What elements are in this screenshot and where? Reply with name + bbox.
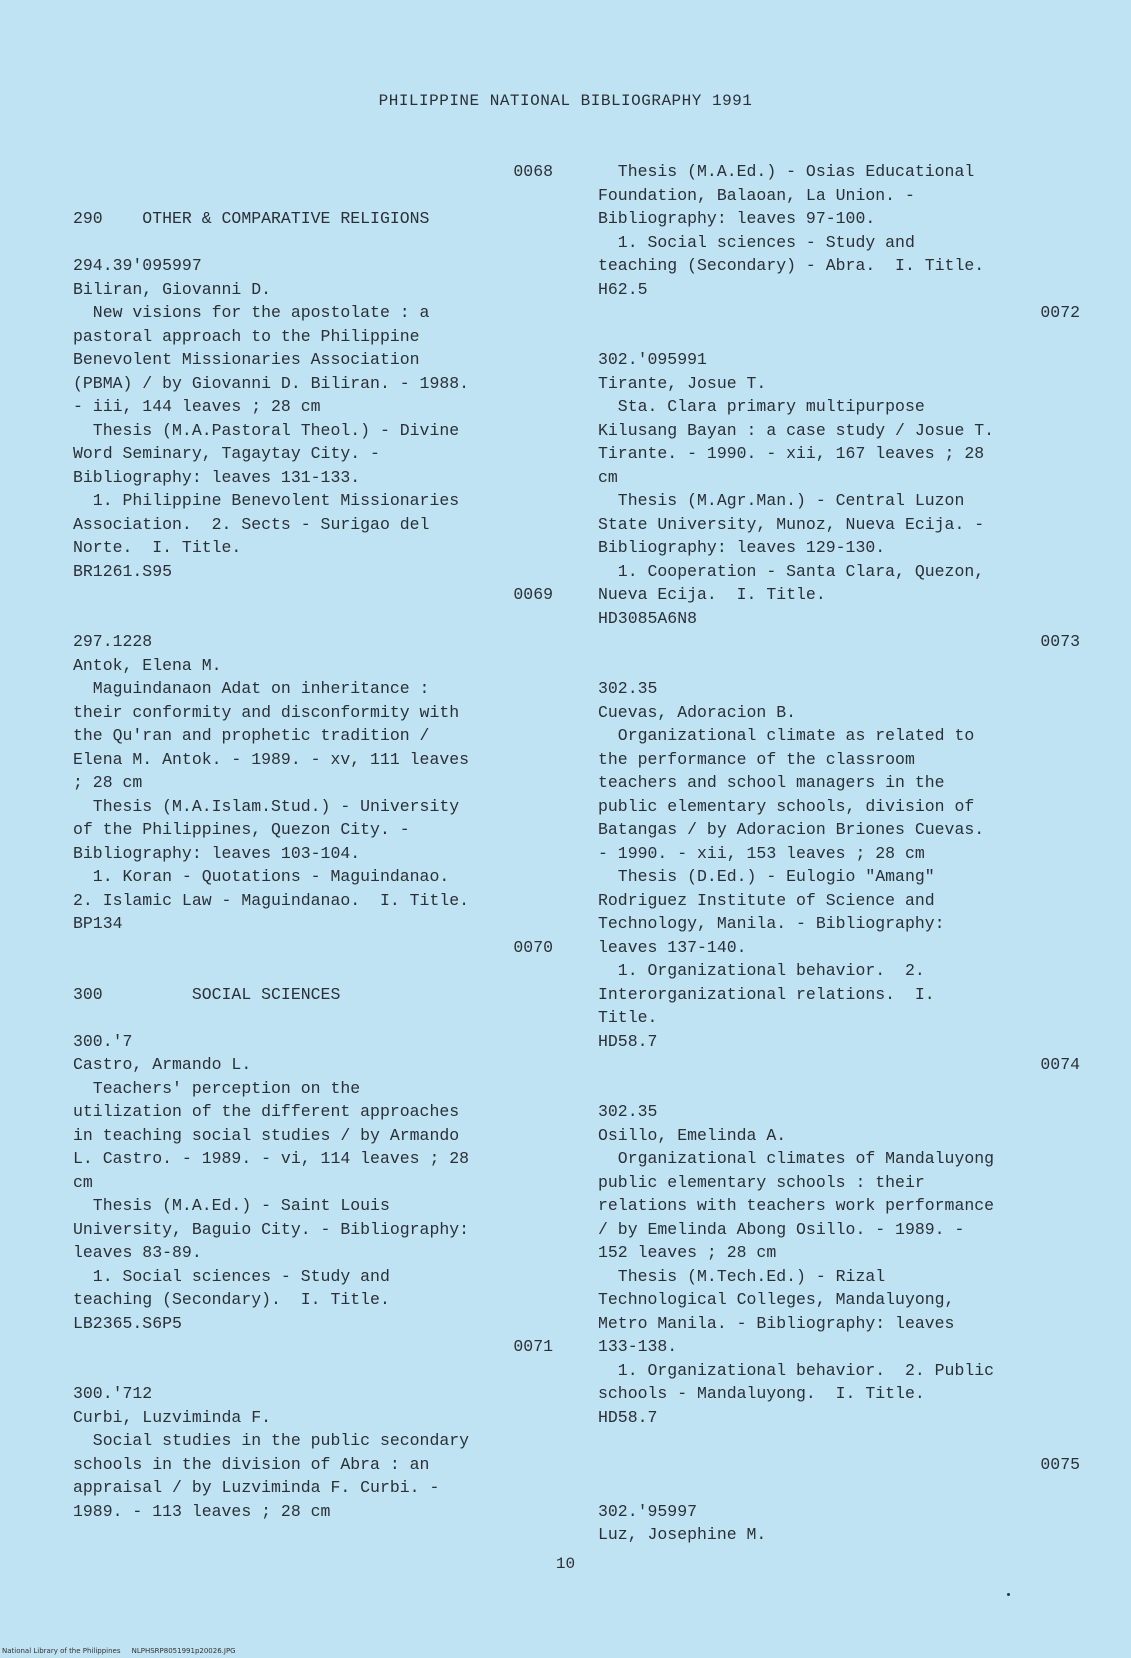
entry-line: 294.39'095997 bbox=[73, 256, 202, 275]
entry-line: Bibliography: leaves 129-130. bbox=[598, 538, 886, 557]
entry-line: Bibliography: leaves 97-100. bbox=[598, 209, 876, 228]
entry-line: 133-138. bbox=[598, 1337, 678, 1356]
scan-footer: National Library of the Philippines NLPHSRP8051991p20026.JPG bbox=[2, 1647, 236, 1655]
spacer bbox=[73, 1359, 553, 1383]
entry-line: Nueva Ecija. I. Title. bbox=[598, 585, 826, 604]
entry-line: 302.'095991 bbox=[598, 350, 707, 369]
entry-number: 0071 bbox=[513, 1337, 553, 1356]
entry-line: relations with teachers work performance bbox=[598, 1196, 995, 1215]
entry-line: Tirante. - 1990. - xii, 167 leaves ; 28 bbox=[598, 444, 985, 463]
entry-line: teaching (Secondary) - Abra. I. Title. bbox=[598, 256, 985, 275]
entry-line: (PBMA) / by Giovanni D. Biliran. - 1988. bbox=[73, 373, 470, 393]
entry-line: Thesis (M.A.Pastoral Theol.) - Divine bbox=[73, 420, 460, 440]
entry-line: Batangas / by Adoracion Briones Cuevas. bbox=[598, 820, 985, 839]
entry-line: / by Emelinda Abong Osillo. - 1989. - bbox=[598, 1219, 965, 1239]
entry-number: 0073 bbox=[1040, 632, 1080, 651]
entry-line: Thesis (M.A.Islam.Stud.) - University bbox=[73, 796, 460, 816]
entry-line: schools in the division of Abra : an bbox=[73, 1454, 430, 1474]
entry-line: Tirante, Josue T. bbox=[598, 373, 767, 393]
entry-line: Maguindanaon Adat on inheritance : bbox=[73, 679, 430, 698]
entry-line: HD58.7 bbox=[598, 1031, 658, 1051]
entry-line: cm bbox=[598, 467, 618, 487]
entry-line: Thesis (M.Tech.Ed.) - Rizal bbox=[598, 1266, 886, 1286]
spacer bbox=[598, 654, 1080, 678]
entry-line: Bibliography: leaves 131-133. bbox=[73, 467, 361, 487]
entry-line: 152 leaves ; 28 cm bbox=[598, 1243, 777, 1262]
right-column bbox=[598, 160, 1080, 1547]
entry-line: Cuevas, Adoracion B. bbox=[598, 702, 797, 722]
spacer bbox=[73, 231, 553, 255]
entry-line: schools - Mandaluyong. I. Title. bbox=[598, 1384, 925, 1403]
entry-line: Thesis (M.Agr.Man.) - Central Luzon bbox=[598, 491, 965, 510]
entry-number: 0068 bbox=[513, 162, 553, 181]
entry-line: 1. Organizational behavior. 2. bbox=[598, 961, 925, 980]
entry-line: 1. Koran - Quotations - Maguindanao. bbox=[73, 867, 450, 886]
entry-line: Social studies in the public secondary bbox=[73, 1431, 470, 1450]
entry-line: Norte. I. Title. bbox=[73, 538, 242, 557]
entry-line: Thesis (M.A.Ed.) - Osias Educational bbox=[598, 162, 975, 181]
entry-line: teaching (Secondary). I. Title. bbox=[73, 1290, 390, 1309]
spacer bbox=[73, 607, 553, 631]
entry-line: L. Castro. - 1989. - vi, 114 leaves ; 28 bbox=[73, 1149, 470, 1168]
entry-line: 1. Organizational behavior. 2. Public bbox=[598, 1360, 995, 1380]
spacer bbox=[73, 184, 553, 208]
entry-line: public elementary schools : their bbox=[598, 1172, 925, 1192]
entry-line: 300.'7 bbox=[73, 1031, 133, 1051]
entry-line: Teachers' perception on the bbox=[73, 1078, 361, 1098]
entry-line: New visions for the apostolate : a bbox=[73, 303, 430, 322]
entry-line: 300.'712 bbox=[73, 1384, 153, 1403]
entry-line: Title. bbox=[598, 1008, 658, 1027]
entry-line: 2. Islamic Law - Maguindanao. I. Title. bbox=[73, 890, 470, 910]
entry-line: Bibliography: leaves 103-104. bbox=[73, 843, 361, 863]
entry-line: Benevolent Missionaries Association bbox=[73, 350, 420, 369]
entry-line: Foundation, Balaoan, La Union. - bbox=[598, 185, 915, 205]
entry-line: Antok, Elena M. bbox=[73, 655, 222, 675]
entry-line: ; 28 cm bbox=[73, 773, 143, 792]
entry-line: the performance of the classroom bbox=[598, 749, 915, 769]
entry-line: 300 SOCIAL SCIENCES bbox=[73, 984, 341, 1004]
entry-line: 1. Social sciences - Study and bbox=[73, 1266, 390, 1286]
entry-line: - iii, 144 leaves ; 28 cm bbox=[73, 397, 321, 416]
entry-line: 290 OTHER & COMPARATIVE RELIGIONS bbox=[73, 209, 430, 228]
entry-line: University, Baguio City. - Bibliography: bbox=[73, 1219, 470, 1239]
page-number: 10 bbox=[555, 1555, 576, 1573]
entry-line: their conformity and disconformity with bbox=[73, 702, 460, 722]
entry-line: - 1990. - xii, 153 leaves ; 28 cm bbox=[598, 843, 925, 863]
entry-line: Luz, Josephine M. bbox=[598, 1525, 767, 1544]
entry-line: teachers and school managers in the bbox=[598, 773, 945, 792]
entry-line: Technological Colleges, Mandaluyong, bbox=[598, 1290, 955, 1309]
entry-line: 1. Cooperation - Santa Clara, Quezon, bbox=[598, 561, 985, 581]
entry-line: 302.35 bbox=[598, 1102, 658, 1121]
entry-number: 0069 bbox=[513, 585, 553, 604]
entry-line: BR1261.S95 bbox=[73, 561, 173, 581]
entry-line: 302.35 bbox=[598, 679, 658, 698]
entry-line: LB2365.S6P5 bbox=[73, 1313, 182, 1333]
page-header: PHILIPPINE NATIONAL BIBLIOGRAPHY 1991 bbox=[378, 92, 753, 110]
entry-line: the Qu'ran and prophetic tradition / bbox=[73, 726, 430, 745]
entry-line: HD58.7 bbox=[598, 1407, 658, 1427]
entry-line: cm bbox=[73, 1172, 93, 1192]
entry-number: 0074 bbox=[1040, 1055, 1080, 1074]
entry-line: Technology, Manila. - Bibliography: bbox=[598, 914, 945, 933]
entry-line: in teaching social studies / by Armando bbox=[73, 1125, 460, 1145]
entry-line: leaves 83-89. bbox=[73, 1243, 202, 1262]
entry-line: Metro Manila. - Bibliography: leaves bbox=[598, 1313, 955, 1333]
spacer bbox=[598, 1476, 1080, 1500]
entry-line: BP134 bbox=[73, 914, 123, 933]
entry-line: Interorganizational relations. I. bbox=[598, 984, 935, 1004]
entry-number: 0075 bbox=[1040, 1454, 1080, 1474]
entry-line: public elementary schools, division of bbox=[598, 796, 975, 816]
entry-line: Elena M. Antok. - 1989. - xv, 111 leaves bbox=[73, 749, 470, 769]
entry-line: Castro, Armando L. bbox=[73, 1055, 252, 1074]
entry-line: Sta. Clara primary multipurpose bbox=[598, 397, 925, 416]
entry-line: Thesis (M.A.Ed.) - Saint Louis bbox=[73, 1196, 390, 1215]
entry-number: 0070 bbox=[513, 937, 553, 957]
entry-line: Osillo, Emelinda A. bbox=[598, 1125, 787, 1145]
entry-line: Organizational climates of Mandaluyong bbox=[598, 1149, 995, 1168]
spacer bbox=[73, 1006, 553, 1030]
entry-number: 0072 bbox=[1040, 303, 1080, 322]
spacer bbox=[598, 325, 1080, 349]
entry-line: Rodriguez Institute of Science and bbox=[598, 890, 935, 910]
entry-line: utilization of the different approaches bbox=[73, 1102, 460, 1121]
spacer bbox=[598, 1077, 1080, 1101]
entry-line: 297.1228 bbox=[73, 632, 153, 651]
entry-line: Curbi, Luzviminda F. bbox=[73, 1407, 272, 1427]
entry-line: Thesis (D.Ed.) - Eulogio "Amang" bbox=[598, 867, 935, 886]
entry-line: HD3085A6N8 bbox=[598, 608, 698, 628]
entry-line: pastoral approach to the Philippine bbox=[73, 326, 420, 346]
entry-line: 302.'95997 bbox=[598, 1501, 698, 1521]
entry-line: Biliran, Giovanni D. bbox=[73, 279, 272, 299]
entry-line: Organizational climate as related to bbox=[598, 726, 975, 745]
spacer bbox=[73, 959, 553, 983]
entry-line: H62.5 bbox=[598, 279, 648, 299]
scan-speck bbox=[1007, 1593, 1010, 1596]
left-column bbox=[73, 160, 553, 1523]
entry-line: 1989. - 113 leaves ; 28 cm bbox=[73, 1501, 331, 1521]
entry-line: State University, Munoz, Nueva Ecija. - bbox=[598, 514, 985, 534]
entry-line: 1. Philippine Benevolent Missionaries bbox=[73, 491, 460, 510]
entry-line: 1. Social sciences - Study and bbox=[598, 232, 915, 252]
entry-line: appraisal / by Luzviminda F. Curbi. - bbox=[73, 1478, 440, 1497]
entry-line: of the Philippines, Quezon City. - bbox=[73, 820, 410, 839]
entry-line: Kilusang Bayan : a case study / Josue T. bbox=[598, 420, 995, 440]
spacer bbox=[598, 1429, 1080, 1453]
entry-line: leaves 137-140. bbox=[598, 937, 747, 957]
entry-line: Word Seminary, Tagaytay City. - bbox=[73, 444, 380, 463]
entry-line: Association. 2. Sects - Surigao del bbox=[73, 514, 430, 534]
